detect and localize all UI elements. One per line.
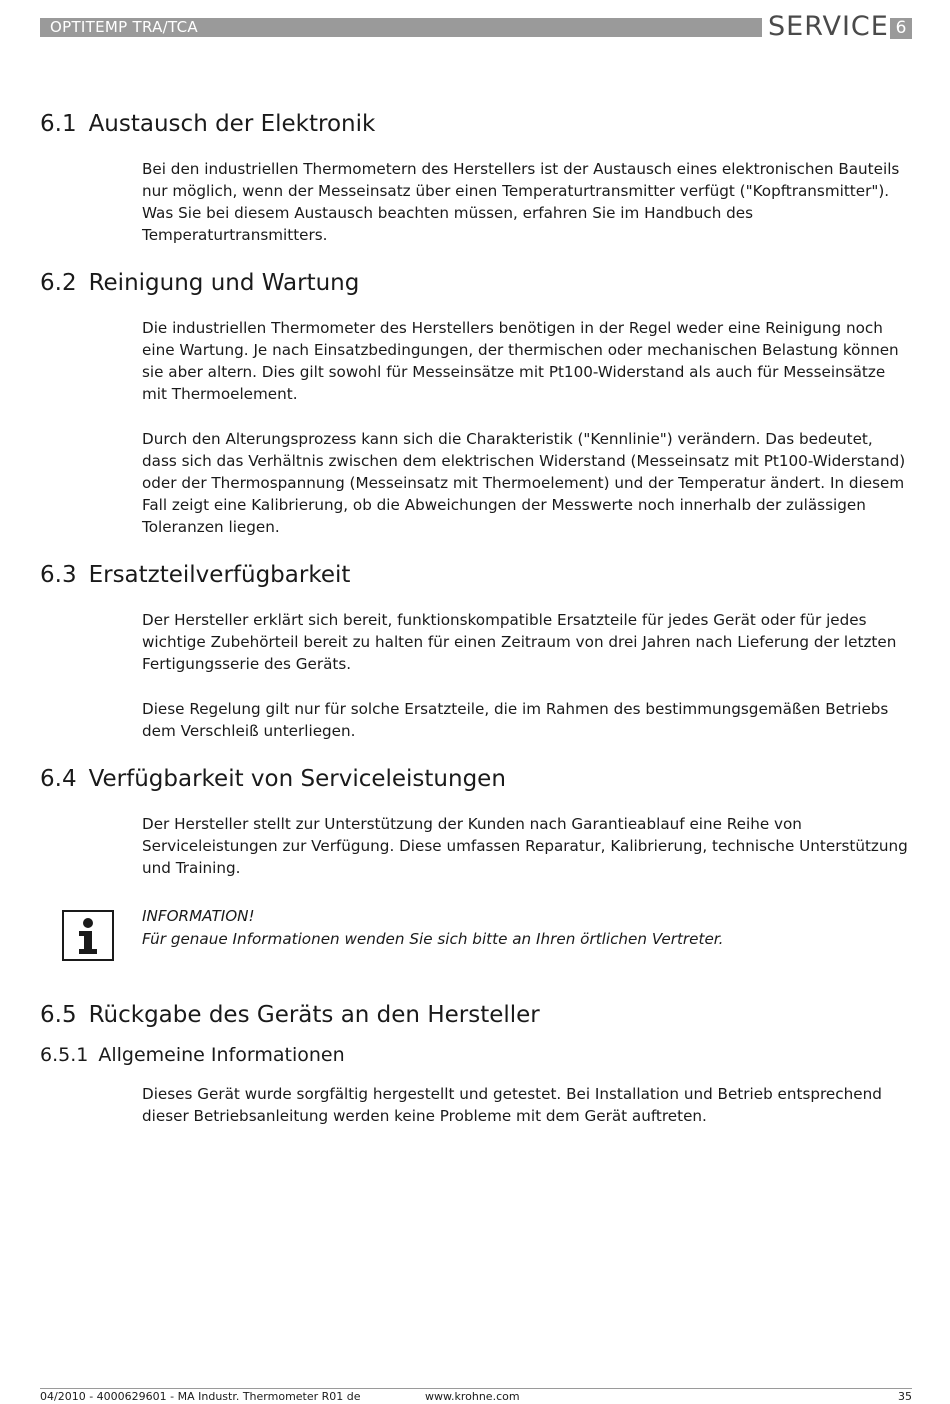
section-title: Austausch der Elektronik — [88, 111, 376, 137]
header-product-title: OPTITEMP TRA/TCA — [50, 18, 198, 36]
section-heading — [40, 999, 912, 1031]
paragraph: Bei den industriellen Thermometern des Herstellers ist der Austausch eines elektronischen Bauteils nur möglich, wenn der Messeinsatz über einen Temperaturtransmitter verfügt ("Kopftransmitter"). Was Sie bei diesem Austausch beachten müssen, erfahren Sie im Handbuch des Temperaturtransmitters. — [142, 160, 900, 244]
paragraph: Der Hersteller stellt zur Unterstützung der Kunden nach Garantieablauf eine Reihe von Serviceleistungen zur Verfügung. Diese umfassen Reparatur, Kalibrierung, technische Unterstützung und Training. — [142, 815, 908, 877]
section-title: Ersatzteilverfügbarkeit — [88, 562, 351, 588]
paragraph: Der Hersteller erklärt sich bereit, funktionskompatible Ersatzteile für jedes Gerät oder für jedes wichtige Zubehörteil bereit zu halten für einen Zeitraum von drei Jahren nach Lieferung der letzten Fertigungsserie des Geräts. — [142, 611, 897, 673]
section-number: 6.4 — [40, 766, 77, 792]
information-icon — [62, 910, 114, 961]
section-heading — [40, 267, 912, 299]
section-title: Verfügbarkeit von Serviceleistungen — [88, 766, 506, 792]
paragraph: Durch den Alterungsprozess kann sich die Charakteristik ("Kennlinie") verändern. Das bedeutet, dass sich das Verhältnis zwischen dem elektrischen Widerstand (Messeinsatz mit Pt100-Widerstand) oder der Thermospannung (Messeinsatz mit Thermoelement) und der Temperatur ändert. In diesem Fall zeigt eine Kalibrierung, ob die Abweichungen der Messwerte noch innerhalb der zulässigen Toleranzen liegen. — [142, 430, 906, 536]
subsection-6-5-1 — [40, 1041, 912, 1127]
paragraph: Diese Regelung gilt nur für solche Ersatzteile, die im Rahmen des bestimmungsgemäßen Betriebs dem Verschleiß unterliegen. — [142, 700, 889, 740]
information-text: Für genaue Informationen wenden Sie sich bitte an Ihren örtlichen Vertreter. — [142, 930, 724, 948]
section-title: Rückgabe des Geräts an den Hersteller — [88, 1002, 540, 1028]
section-6-5 — [40, 999, 912, 1127]
subsection-number: 6.5.1 — [40, 1044, 89, 1066]
section-heading — [40, 108, 912, 140]
subsection-heading — [40, 1041, 912, 1069]
information-text-block — [142, 905, 723, 951]
section-heading — [40, 763, 912, 795]
page-content — [40, 108, 912, 1127]
section-title: Reinigung und Wartung — [88, 270, 360, 296]
header-section-title: SERVICE — [768, 11, 889, 42]
subsection-title: Allgemeine Informationen — [98, 1044, 345, 1066]
section-6-4 — [40, 763, 912, 879]
section-6-3 — [40, 559, 912, 742]
information-note — [40, 905, 912, 969]
footer-document-id: 04/2010 - 4000629601 - MA Industr. Thermometer R01 de — [40, 1390, 361, 1403]
section-number: 6.5 — [40, 1002, 77, 1028]
section-6-2 — [40, 267, 912, 538]
paragraph: Dieses Gerät wurde sorgfältig hergestellt und getestet. Bei Installation und Betrieb entsprechend dieser Betriebsanleitung werden keine Probleme mit dem Gerät auftreten. — [142, 1085, 882, 1125]
section-number: 6.2 — [40, 270, 77, 296]
section-heading — [40, 559, 912, 591]
paragraph: Die industriellen Thermometer des Herstellers benötigen in der Regel weder eine Reinigung noch eine Wartung. Je nach Einsatzbedingungen, der thermischen oder mechanischen Belastung können sie aber altern. Dies gilt sowohl für Messeinsätze mit Pt100-Widerstand als auch für Messeinsätze mit Thermoelement. — [142, 319, 899, 403]
footer-page-number: 35 — [898, 1390, 912, 1403]
section-number: 6.3 — [40, 562, 77, 588]
information-label: INFORMATION! — [142, 907, 255, 925]
header-chapter-number: 6 — [890, 18, 912, 39]
section-6-1 — [40, 108, 912, 246]
footer-divider — [40, 1388, 912, 1389]
section-number: 6.1 — [40, 111, 77, 137]
footer-website: www.krohne.com — [425, 1390, 520, 1403]
